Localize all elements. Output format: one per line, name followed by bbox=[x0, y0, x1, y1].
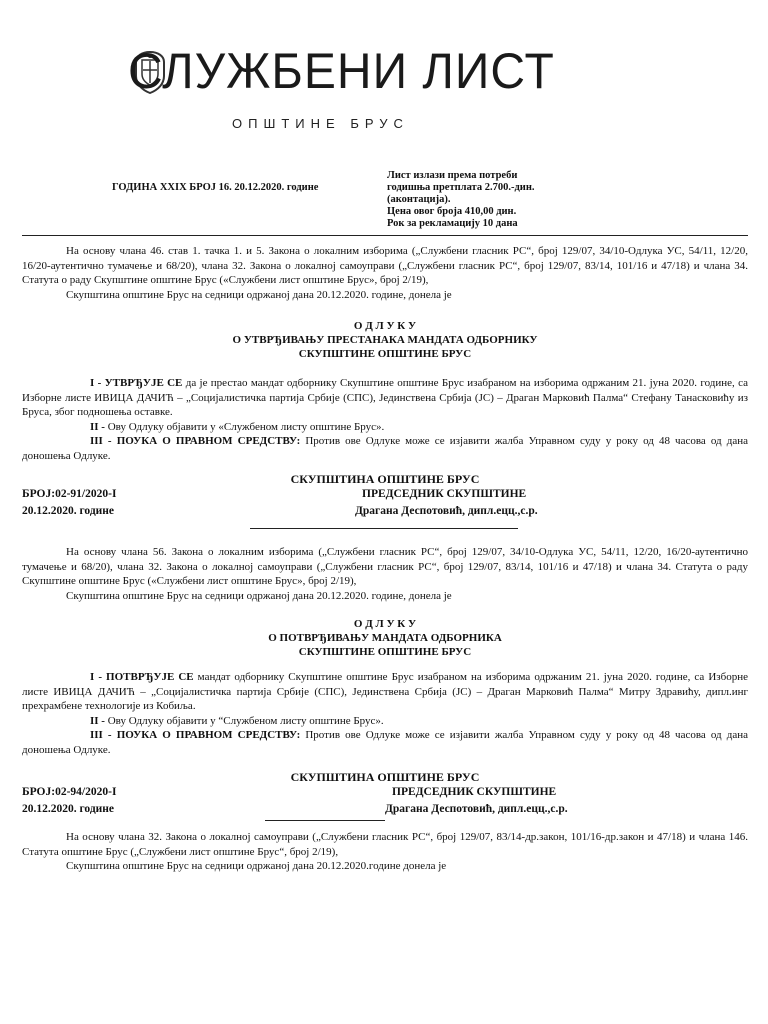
doc2-title: О Д Л У К У bbox=[353, 618, 417, 630]
doc1-assembly: СКУПШТИНА ОПШТИНЕ БРУС bbox=[290, 472, 480, 486]
masthead-title: СЛУЖБЕНИ ЛИСТ bbox=[128, 43, 555, 100]
doc1-section-3-text: Против ове Одлуке може се изјавити жалба Управном суду у року од 48 часова од дана доношења Одлуке. bbox=[22, 435, 748, 462]
doc3-intro-adopted: Скупштина општине Брус на седници одржаној дана 20.12.2020.године донела је bbox=[66, 860, 447, 873]
doc2-section-1-label: I - ПОТВРЂУЈЕ СЕ bbox=[90, 671, 194, 683]
doc2-president-title: ПРЕДСЕДНИК СКУПШТИНЕ bbox=[392, 786, 557, 798]
issue-info-price: Цена овог броја 410,00 дин. bbox=[387, 206, 517, 217]
doc1-intro-adopted: Скупштина општине Брус на седници одржаној дана 20.12.2020. године, донела је bbox=[66, 288, 452, 301]
doc1-section-1-label: I - УТВРЂУЈЕ СЕ bbox=[90, 377, 183, 389]
issue-line: ГОДИНА XXIX БРОЈ 16. 20.12.2020. године bbox=[112, 182, 319, 193]
doc1-number: БРОЈ:02-91/2020-I bbox=[22, 488, 117, 500]
doc2-section-2 bbox=[22, 714, 748, 729]
doc2-section-2-label: II - bbox=[90, 714, 108, 727]
doc2-date: 20.12.2020. године bbox=[22, 803, 115, 815]
doc1-intro bbox=[22, 244, 748, 302]
doc2-president-name: Драгана Деспотовић, дипл.ецц.,с.р. bbox=[385, 803, 568, 815]
doc1-section-1-text: да је престао мандат одборнику Скупштине општине Брус изабраном на изборима одржаним 21. јуна 2020. године, са Изборне листе ИВИЦА ДАЧИЋ – „Социјалистичка партија Србије (СПС), Јединствена Србија (ЈС) – Драган Марковић Палма“ Стефану Танасковићу из Бруса, због подношења оставке. bbox=[22, 377, 748, 419]
doc2-subject: О ПОТВРЂИВАЊУ МАНДАТА ОДБОРНИКА bbox=[268, 632, 502, 644]
doc1-section-3 bbox=[22, 434, 748, 463]
doc1-title: О Д Л У К У bbox=[353, 320, 417, 332]
doc1-section-2-label: II - bbox=[90, 420, 108, 433]
doc1-section-1 bbox=[22, 376, 748, 420]
doc1-section-2 bbox=[22, 420, 748, 435]
issue-info-complaint-deadline: Рок за рекламацију 10 дана bbox=[387, 218, 518, 229]
doc2-assembly: СКУПШТИНА ОПШТИНЕ БРУС bbox=[290, 770, 480, 784]
doc2-section-3-text: Против ове Одлуке може се изјавити жалба Управном суду у року од 48 часова од дана доношења Одлуке. bbox=[22, 729, 748, 756]
doc1-section-3-label: III - ПОУКА О ПРАВНОМ СРЕДСТВУ: bbox=[90, 435, 301, 448]
doc2-section-2-text: Ову Одлуку објавити у “Службеном листу општине Брус». bbox=[107, 714, 384, 727]
doc1-date: 20.12.2020. године bbox=[22, 505, 115, 517]
doc2-intro-adopted: Скупштина општине Брус на седници одржаној дана 20.12.2020. године, донела је bbox=[66, 589, 452, 602]
doc2-intro-text: На основу члана 56. Закона о локалним изборима („Службени гласник РС“, број 129/07, 34/10-Одлука УС, 54/11, 12/20, 16/20-аутентично тумачење и 68/20), члана 32. Закона о локалној самоуправи („Службени гласник РС“, број 129/07, 83/14, 101/16 и 47/18) и члана 34. Статута о раду Скупштине општине Брус («Службени лист општине Брус», број 2/19), bbox=[22, 546, 748, 588]
header-rule bbox=[22, 235, 748, 236]
doc3-intro bbox=[22, 830, 748, 874]
section-divider-short bbox=[265, 820, 385, 821]
doc2-body bbox=[22, 670, 748, 758]
doc2-section-3-label: III - ПОУКА О ПРАВНОМ СРЕДСТВУ: bbox=[90, 729, 301, 742]
doc1-president-title: ПРЕДСЕДНИК СКУПШТИНЕ bbox=[362, 488, 527, 500]
section-divider bbox=[250, 528, 518, 529]
doc2-section-1-text: мандат одборнику Скупштине општине Брус изабраном на изборима одржаним 21. јуна 2020. године, са Изборне листе ИВИЦА ДАЧИЋ – „Социјалистичка партија Србије (СПС), Јединствена Србија (ЈС) – Драган Марковић Палма“ Митру Здравићу, дипл.инг прехрамбене технологије из Кобиља. bbox=[22, 671, 749, 713]
doc2-section-3 bbox=[22, 728, 748, 757]
doc2-section-1 bbox=[22, 670, 748, 714]
doc1-subject-line2: СКУПШТИНЕ ОПШТИНЕ БРУС bbox=[298, 348, 472, 360]
doc1-body bbox=[22, 376, 748, 464]
doc2-intro bbox=[22, 545, 748, 603]
doc1-president-name: Драгана Деспотовић, дипл.ецц.,с.р. bbox=[355, 505, 538, 517]
doc3-intro-text: На основу члана 32. Закона о локалној самоуправи („Службени гласник РС“, број 129/07, 83/14-др.закон, 101/16-др.закон и 47/18) и члана 146. Статута општине Брус („Службени лист општине Брус“, број 2/19), bbox=[22, 831, 748, 858]
issue-info-subscription: годишња претплата 2.700.-дин. bbox=[387, 182, 535, 193]
masthead-subtitle: ОПШТИНЕ БРУС bbox=[232, 116, 409, 131]
issue-info-frequency: Лист излази према потреби bbox=[387, 170, 518, 181]
doc1-section-2-text: Ову Одлуку објавити у «Службеном листу општине Брус». bbox=[107, 420, 385, 433]
doc2-number: БРОЈ:02-94/2020-I bbox=[22, 786, 117, 798]
doc2-subject-line2: СКУПШТИНЕ ОПШТИНЕ БРУС bbox=[298, 646, 472, 658]
doc1-subject: О УТВРЂИВАЊУ ПРЕСТАНАКА МАНДАТА ОДБОРНИКУ bbox=[232, 334, 538, 346]
doc2-title-block bbox=[22, 617, 748, 659]
doc1-intro-text: На основу члана 46. став 1. тачка 1. и 5. Закона о локалним изборима („Службени гласник РС“, број 129/07, 34/10-Одлука УС, 54/11, 12/20, 16/20-аутентично тумачење и 68/20), члана 32. Закона о локалној самоуправи („Службени гласник РС“, број 129/07, 83/14, 101/16 и 47/18) и члана 34. Статута о раду Скупштине општине Брус («Службени лист општине Брус», број 2/19), bbox=[22, 245, 748, 287]
issue-info-advance: (аконтација). bbox=[387, 194, 451, 205]
doc1-title-block bbox=[22, 319, 748, 361]
